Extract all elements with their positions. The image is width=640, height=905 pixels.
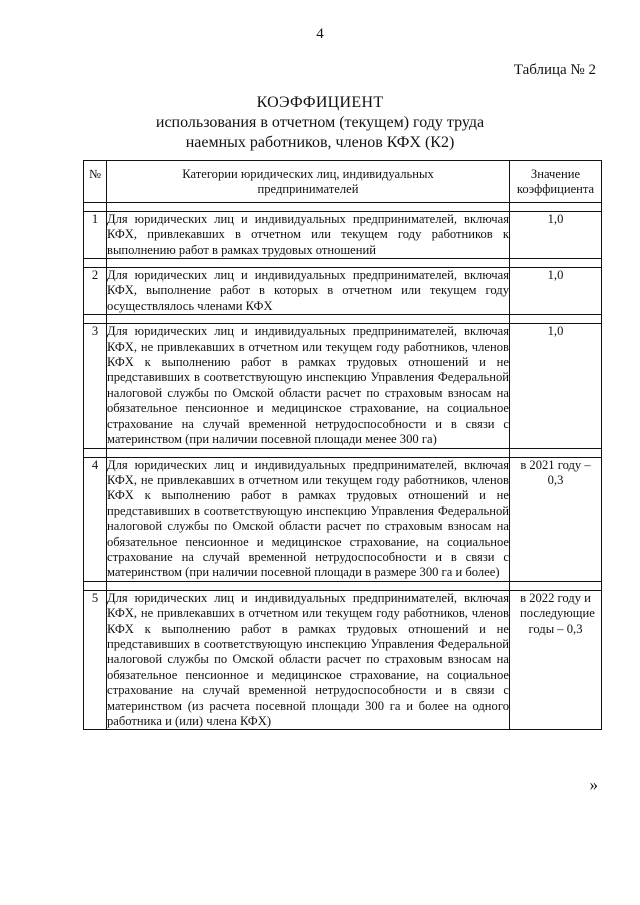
document-subtitle-line-1: использования в отчетном (текущем) году труда	[155, 114, 485, 131]
row-value: в 2022 году и последующие годы – 0,3	[510, 590, 602, 730]
row-category: Для юридических лиц и индивидуальных предпринимателей, включая КФХ, не привлекавших в отчетном или текущем году работников, членов КФХ к выполнению работ в рамках трудовых отношений и не представивших в соответствующую инспекцию Управления Федеральной налоговой службы по Омской области расчет по страховым взносам на обязательное пенсионное и медицинское страхование, на социальное страхование на случай временной нетрудоспособности и в связи с материнством (из расчета посевной площади 300 га и более на одного работника и (или) члена КФХ)	[107, 590, 509, 728]
row-value: 1,0	[510, 268, 602, 315]
table-row	[84, 590, 602, 730]
header-category: Категории юридических лиц, индивидуальных предпринимателей	[107, 161, 510, 203]
row-category: Для юридических лиц и индивидуальных предпринимателей, включая КФХ, привлекавших в отчетном или текущем году работников к выполнению работ в рамках трудовых отношений	[107, 211, 509, 257]
table-row	[84, 211, 602, 258]
row-number: 4	[84, 457, 107, 581]
row-value: 1,0	[510, 324, 602, 448]
document-title: КОЭФФИЦИЕНТ	[256, 94, 384, 111]
row-number: 3	[84, 324, 107, 448]
table-row	[84, 324, 602, 448]
document-subtitle-line-2: наемных работников, членов КФХ (К2)	[185, 134, 455, 151]
row-number: 5	[84, 590, 107, 730]
continuation-mark: »	[589, 775, 598, 794]
row-value: в 2021 году – 0,3	[510, 457, 602, 581]
table-spacer-row	[84, 581, 602, 590]
table-spacer-row	[84, 202, 602, 211]
table-spacer-row	[84, 259, 602, 268]
table-spacer-row	[84, 448, 602, 457]
row-value: 1,0	[510, 211, 602, 258]
table-row	[84, 457, 602, 581]
title-block	[0, 93, 640, 153]
row-number: 2	[84, 268, 107, 315]
row-category: Для юридических лиц и индивидуальных предпринимателей, включая КФХ, не привлекавших в отчетном или текущем году работников, членов КФХ к выполнению работ в рамках трудовых отношений и не представивших в соответствующую инспекцию Управления Федеральной налоговой службы по Омской области расчет по страховым взносам на обязательное пенсионное и медицинское страхование, на социальное страхование на случай временной нетрудоспособности и в связи с материнством (при наличии посевной площади в размере 300 га и более)	[107, 457, 509, 580]
table-row	[84, 268, 602, 315]
table-spacer-row	[84, 315, 602, 324]
row-number: 1	[84, 211, 107, 258]
row-category: Для юридических лиц и индивидуальных предпринимателей, включая КФХ, выполнение работ в которых в отчетном или текущем году осуществлялось членами КФХ	[107, 268, 509, 313]
table-label: Таблица № 2	[513, 62, 596, 78]
row-category: Для юридических лиц и индивидуальных предпринимателей, включая КФХ, не привлекавших в отчетном или текущем году работников, членов КФХ к выполнению работ в рамках трудовых отношений и не представивших в соответствующую инспекцию Управления Федеральной налоговой службы по Омской области расчет по страховым взносам на обязательное пенсионное и медицинское страхование, на социальное страхование на случай временной нетрудоспособности и в связи с материнством (при наличии посевной площади менее 300 га)	[107, 324, 509, 447]
header-value: Значение коэффициента	[510, 161, 602, 203]
coefficient-table	[83, 160, 602, 730]
header-number: №	[84, 161, 107, 203]
table-header-row	[84, 161, 602, 203]
page-number: 4	[316, 26, 324, 42]
